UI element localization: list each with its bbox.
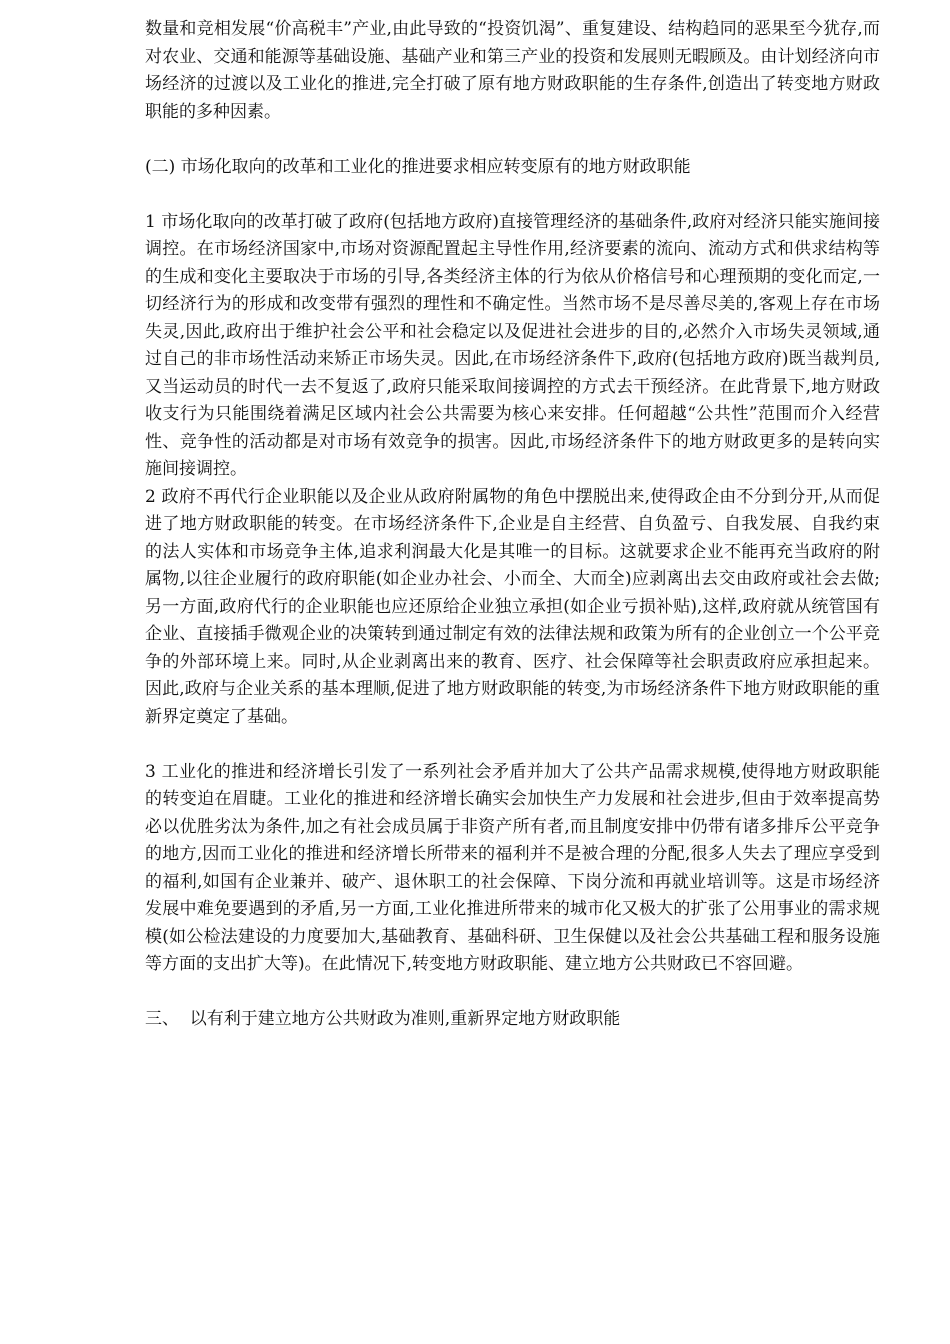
section-heading-3: 三、 以有利于建立地方公共财政为准则,重新界定地方财政职能 (145, 1009, 621, 1029)
paragraph-point-3: 3 工业化的推进和经济增长引发了一系列社会矛盾并加大了公共产品需求规模,使得地方财政职能的转变迫在眉睫。工业化的推进和经济增长确实会加快生产力发展和社会进步,但由于效率提高势必以优胜劣汰为条件,加之有社会成员属于非资产所有者,而且制度安排中仍带有诸多排斥公平竞争的地方,因而工业化的推进和经济增长所带来的福利并不是被合理的分配,很多人失去了理应享受到的福利,如国有企业兼并、破产、退休职工的社会保障、下岗分流和再就业培训等。这是市场经济发展中难免要遇到的矛盾,另一方面,工业化推进所带来的城市化又极大的扩张了公用事业的需求规模(如公检法建设的力度要加大,基础教育、基础科研、卫生保健以及社会公共基础工程和服务设施等方面的支出扩大等)。在此情况下,转变地方财政职能、建立地方公共财政已不容回避。 (145, 761, 880, 974)
paragraph-gap (145, 181, 880, 209)
paragraph-gap (145, 979, 880, 1007)
paragraph-gap (145, 126, 880, 154)
paragraph-gap (145, 731, 880, 759)
section-heading-2: (二) 市场化取向的改革和工业化的推进要求相应转变原有的地方财政职能 (145, 156, 691, 177)
paragraph-intro: 数量和竞相发展“价高税丰”产业,由此导致的“投资饥渴”、重复建设、结构趋同的恶果至今犹存,而对农业、交通和能源等基础设施、基础产业和第三产业的投资和发展则无暇顾及。由计划经济向市场经济的过渡以及工业化的推进,完全打破了原有地方财政职能的生存条件,创造出了转变地方财政职能的多种因素。 (145, 19, 880, 122)
document-page (145, 16, 880, 1034)
paragraph-point-2: 2 政府不再代行企业职能以及企业从政府附属物的角色中摆脱出来,使得政企由不分到分开,从而促进了地方财政职能的转变。在市场经济条件下,企业是自主经营、自负盈亏、自我发展、自我约束的法人实体和市场竞争主体,追求利润最大化是其唯一的目标。这就要求企业不能再充当政府的附属物,以往企业履行的政府职能(如企业办社会、小而全、大而全)应剥离出去交由政府或社会去做;另一方面,政府代行的企业职能也应还原给企业独立承担(如企业亏损补贴),这样,政府就从统管国有企业、直接插手微观企业的决策转到通过制定有效的法律法规和政策为所有的企业创立一个公平竞争的外部环境上来。同时,从企业剥离出来的教育、医疗、社会保障等社会职责政府应承担起来。因此,政府与企业关系的基本理顺,促进了地方财政职能的转变,为市场经济条件下地方财政职能的重新界定奠定了基础。 (145, 486, 880, 727)
paragraph-point-1: 1 市场化取向的改革打破了政府(包括地方政府)直接管理经济的基础条件,政府对经济只能实施间接调控。在市场经济国家中,市场对资源配置起主导性作用,经济要素的流向、流动方式和供求结构等的生成和变化主要取决于市场的引导,各类经济主体的行为依从价格信号和心理预期的变化而定,一切经济行为的形成和改变带有强烈的理性和不确定性。当然市场不是尽善尽美的,客观上存在市场失灵,因此,政府出于维护社会公平和社会稳定以及促进社会进步的目的,必然介入市场失灵领域,通过自己的非市场性活动来矫正市场失灵。因此,在市场经济条件下,政府(包括地方政府)既当裁判员,又当运动员的时代一去不复返了,政府只能采取间接调控的方式去干预经济。在此背景下,地方财政收支行为只能围绕着满足区域内社会公共需要为核心来安排。任何超越“公共性”范围而介入经营性、竞争性的活动都是对市场有效竞争的损害。因此,市场经济条件下的地方财政更多的是转向实施间接调控。 (145, 211, 880, 479)
